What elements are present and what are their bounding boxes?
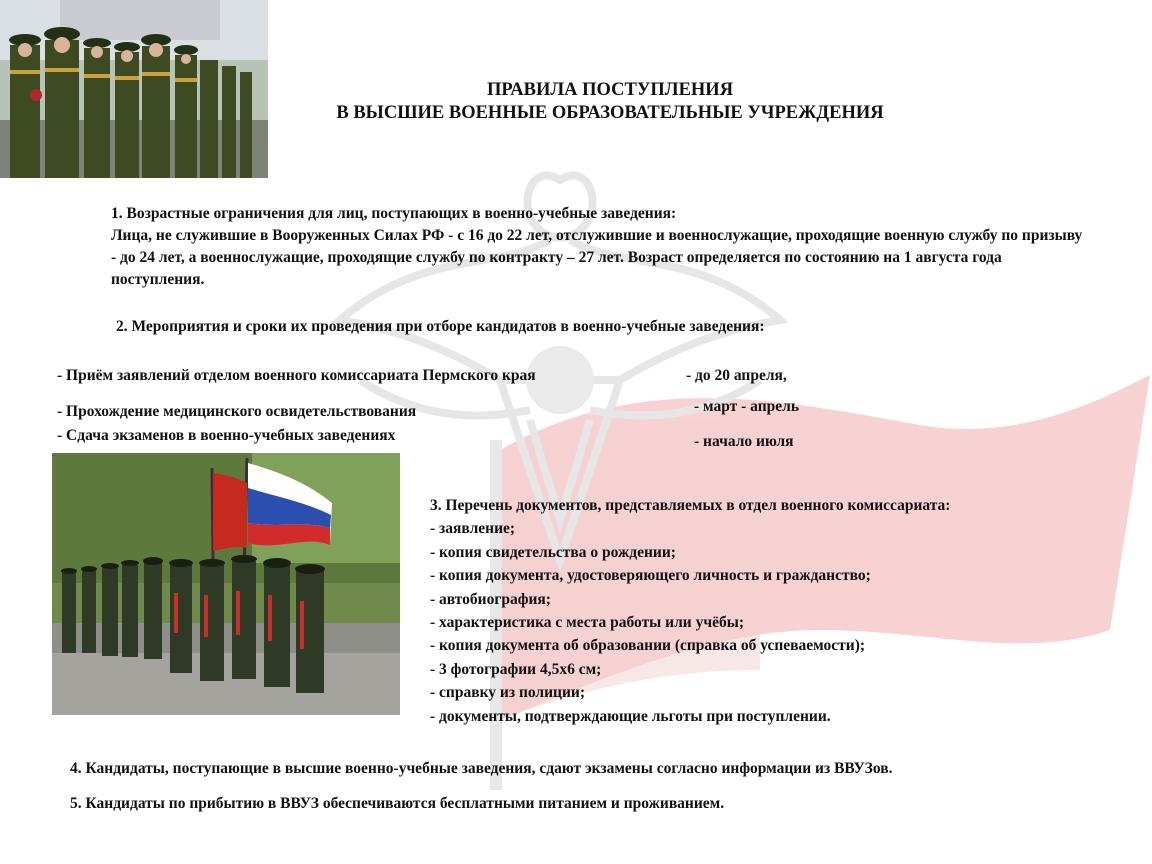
event-label: - Прохождение медицинского освидетельствования (57, 403, 417, 420)
list-item: - 3 фотографии 4,5х6 см; (430, 660, 602, 678)
section-documents (430, 494, 950, 728)
page-title (260, 79, 960, 125)
event-label: - Сдача экзаменов в военно-учебных заведениях (57, 427, 396, 444)
list-item: - автобиография; (430, 590, 551, 608)
list-item: - копия документа об образовании (справка об успеваемости); (430, 637, 866, 655)
list-item: - документы, подтверждающие льготы при поступлении. (430, 707, 831, 725)
title-line-2: В ВЫСШИЕ ВОЕННЫЕ ОБРАЗОВАТЕЛЬНЫЕ УЧРЕЖДЕНИЯ (336, 103, 884, 123)
section-5-text: 5. Кандидаты по прибытию в ВВУЗ обеспечиваются бесплатными питанием и проживанием. (70, 795, 725, 812)
section-age-limits (111, 203, 1091, 291)
parade-flags-photo (52, 453, 400, 715)
section-3-heading: 3. Перечень документов, представляемых в отдел военного комиссариата: (430, 497, 951, 514)
honor-guard-photo (0, 0, 268, 178)
list-item: - копия документа, удостоверяющего личность и гражданство; (430, 567, 871, 585)
section-4-text: 4. Кандидаты, поступающие в высшие военно-учебные заведения, сдают экзамены согласно информации из ВВУЗов. (70, 760, 893, 777)
event-date: - до 20 апреля, (686, 367, 787, 384)
event-label: - Приём заявлений отделом военного комиссариата Пермского края (57, 367, 536, 384)
event-date: - март - апрель (694, 398, 800, 415)
title-line-1: ПРАВИЛА ПОСТУПЛЕНИЯ (486, 80, 734, 100)
list-item: - справку из полиции; (430, 684, 586, 702)
section-1-heading: 1. Возрастные ограничения для лиц, поступающих в военно-учебные заведения: (111, 205, 677, 222)
list-item: - заявление; (430, 520, 516, 538)
list-item: - характеристика с места работы или учёбы; (430, 614, 744, 632)
event-date: - начало июля (694, 433, 794, 450)
list-item: - копия свидетельства о рождении; (430, 543, 676, 561)
section-1-text: Лица, не служившие в Вооруженных Силах РФ - с 16 до 22 лет, отслужившие и военнослужащие, проходящие военную службу по призыву - до 24 лет, а военнослужащие, проходящие службу по контракту – 27 лет. Возраст определяется по состоянию на 1 августа года поступления. (111, 227, 1083, 288)
section-2-heading: 2. Мероприятия и сроки их проведения при отборе кандидатов в военно-учебные заведения: (116, 318, 765, 335)
